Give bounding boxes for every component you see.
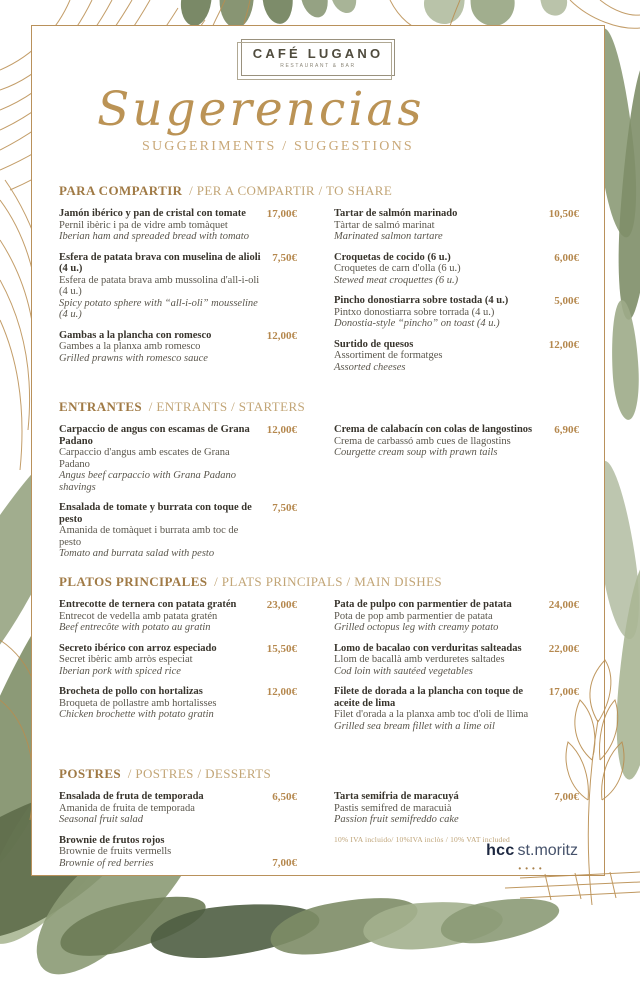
item-catalan: Amanida de tomàquet i burrata amb toc de pesto [59,525,239,548]
item-catalan: Crema de carbassó amb cues de llagostins [334,435,511,447]
item-english: Grilled sea bream fillet with a lime oil [334,720,495,732]
item-name: Gambas a la plancha con romesco [59,329,212,341]
section-title: ENTRANTES [59,399,143,414]
item-name: Brocheta de pollo con hortalizas [59,686,203,697]
item-price: 23,00€ [266,599,297,611]
leaf-decoration [294,0,332,20]
item-catalan: Croquetes de carn d'olla (6 u.) [334,263,461,274]
item-price: 12,00€ [266,424,297,436]
menu-item [334,252,579,287]
item-price: 5,00€ [554,295,579,307]
menu-item [59,424,297,493]
menu-item [59,643,297,678]
leaf-decoration [259,0,296,25]
item-catalan: Amanida de fruita de temporada [59,802,195,814]
item-price: 17,00€ [548,686,579,698]
section-title-translations: / ENTRANTS / STARTERS [148,399,306,414]
section-header [59,766,579,782]
section-title-translations: / POSTRES / DESSERTS [127,766,272,781]
item-price: 12,00€ [266,686,297,698]
item-name: Filete de dorada a la plancha con toque de aceite de lima [334,686,524,709]
section-header [59,183,579,199]
menu-item [59,252,297,321]
item-name: Carpaccio de angus con escamas de Grana Padano [59,424,250,447]
item-english: Grilled octopus leg with creamy potato [334,622,499,633]
item-price: 6,00€ [554,251,579,264]
item-name: Lomo de bacalao con verduritas salteadas [334,642,522,654]
item-catalan: Broqueta de pollastre amb hortalisses [59,697,217,709]
leaf-decoration [535,0,571,19]
logo-hcc: hcc [486,842,515,859]
menu-item [334,424,579,459]
leaf-decoration [437,890,562,950]
item-name: Jamón ibérico y pan de cristal con tomate [59,208,246,219]
item-catalan: Brownie de fruits vermells [59,846,172,857]
item-name: Pata de pulpo con parmentier de patata [334,599,512,610]
page-title: Sugerencias [97,82,425,137]
item-price: 7,00€ [554,791,579,803]
menu-item [59,208,297,243]
item-price: 7,50€ [272,502,297,514]
section-title: PLATOS PRINCIPALES [59,574,208,589]
menu-item [59,599,297,634]
item-price: 6,50€ [272,791,297,803]
item-price: 15,50€ [266,642,297,655]
item-catalan: Pastis semifred de maracuià [334,802,452,814]
item-english: Iberian pork with spiced rice [59,665,181,677]
item-english: Iberian ham and spreaded bread with tomato [59,231,249,242]
item-english: Spicy potato sphere with “all-i-oli” mousseline (4 u.) [59,297,258,320]
item-english: Passion fruit semifreddo cake [334,814,459,825]
item-catalan: Pernil ibèric i pa de vidre amb tomàquet [59,219,228,231]
item-english: Courgette cream soup with prawn tails [334,447,498,458]
item-english: Cod loin with sautéed vegetables [334,665,473,677]
section-platos-principales [59,574,579,741]
menu-item [59,686,297,721]
menu-item [334,791,579,826]
menu-item [59,502,297,560]
menu-item [334,339,579,374]
leaf-decoration [323,0,361,17]
menu-item [59,835,297,870]
item-name: Brownie de frutos rojos [59,834,165,846]
item-catalan: Gambes a la planxa amb romesco [59,341,201,352]
section-title: PARA COMPARTIR [59,183,183,198]
section-title: POSTRES [59,766,122,781]
section-title-translations: / PER A COMPARTIR / TO SHARE [189,183,393,198]
section-entrantes [59,399,579,569]
item-english: Stewed meat croquettes (6 u.) [334,274,459,286]
menu-card [31,25,605,876]
item-english: Tomato and burrata salad with pesto [59,548,215,559]
item-english: Seasonal fruit salad [59,814,144,825]
brand-tagline: RESTAURANT & BAR [280,63,356,69]
item-english: Donostia-style “pincho” on toast (4 u.) [334,318,500,329]
leaf-decoration [420,0,470,28]
item-price: 24,00€ [548,599,579,611]
item-catalan: Carpaccio d'angus amb escates de Grana Padano [59,447,230,470]
item-price: 22,00€ [548,642,579,655]
item-catalan: Secret ibèric amb arròs especiat [59,654,193,665]
item-name: Ensalada de tomate y burrata con toque de pesto [59,502,252,525]
item-catalan: Entrecot de vedella amb patata gratén [59,610,218,622]
menu-item [334,295,579,330]
item-english: Grilled prawns with romesco sauce [59,352,208,364]
item-name: Ensalada de fruta de temporada [59,791,204,802]
item-catalan: Esfera de patata brava amb mussolina d'all-i-oli (4 u.) [59,274,260,297]
item-price: 12,00€ [548,338,579,351]
item-name: Entrecotte de ternera con patata gratén [59,599,237,610]
section-header [59,574,579,590]
item-english: Angus beef carpaccio with Grana Padano shavings [59,470,237,493]
item-price: 17,00€ [266,208,297,220]
item-catalan: Pintxo donostiarra sobre torrada (4 u.) [334,306,495,318]
item-catalan: Llom de bacallà amb verduretes saltades [334,654,505,665]
item-name: Surtido de quesos [334,338,414,350]
item-name: Croquetas de cocido (6 u.) [334,251,451,263]
logo-st-moritz: st.moritz [517,842,578,859]
hcc-st-moritz-logo [486,842,578,877]
item-price: 10,50€ [548,208,579,220]
item-catalan: Filet d'orada a la planxa amb toc d'oli de llima [334,709,529,720]
menu-item [334,686,579,732]
brand-name: CAFÉ LUGANO [252,46,384,61]
item-price: 7,50€ [272,251,297,264]
brand-box [241,39,395,76]
item-price: 6,90€ [554,424,579,436]
vat-note: 10% IVA incluido/ 10%IVA inclòs / 10% VAT included [334,834,510,844]
item-english: Marinated salmon tartare [334,231,443,242]
menu-item [334,599,579,634]
menu-item [59,330,297,365]
item-name: Secreto ibérico con arroz especiado [59,642,217,654]
item-price: 12,00€ [266,329,297,342]
item-name: Tartar de salmón marinado [334,208,458,219]
item-catalan: Assortiment de formatges [334,350,443,361]
item-catalan: Pota de pop amb parmentier de patata [334,610,493,622]
leaf-decoration [609,299,640,420]
item-english: Assorted cheeses [334,361,406,373]
menu-item [334,208,579,243]
leaf-decoration [178,0,216,28]
section-header [59,399,579,415]
section-para-compartir [59,183,579,382]
menu-item [59,791,297,826]
item-name: Crema de calabacín con colas de langostinos [334,424,533,435]
item-name: Pincho donostiarra sobre tostada (4 u.) [334,295,509,306]
item-name: Esfera de patata brava con muselina de alioli (4 u.) [59,251,261,274]
page-subtitle: SUGGERIMENTS / SUGGESTIONS [142,139,414,154]
menu-item [334,643,579,678]
item-english: Chicken brochette with potato gratin [59,709,214,720]
item-english: Beef entrecôte with potato au gratin [59,622,211,633]
section-title-translations: / PLATS PRINCIPALS / MAIN DISHES [214,574,443,589]
logo-dots-icon: •••• [518,864,546,873]
item-name: Tarta semifria de maracuyá [334,791,459,802]
item-price: 7,00€ [272,857,297,869]
item-catalan: Tàrtar de salmó marinat [334,219,435,231]
item-english: Brownie of red berries [59,857,154,869]
